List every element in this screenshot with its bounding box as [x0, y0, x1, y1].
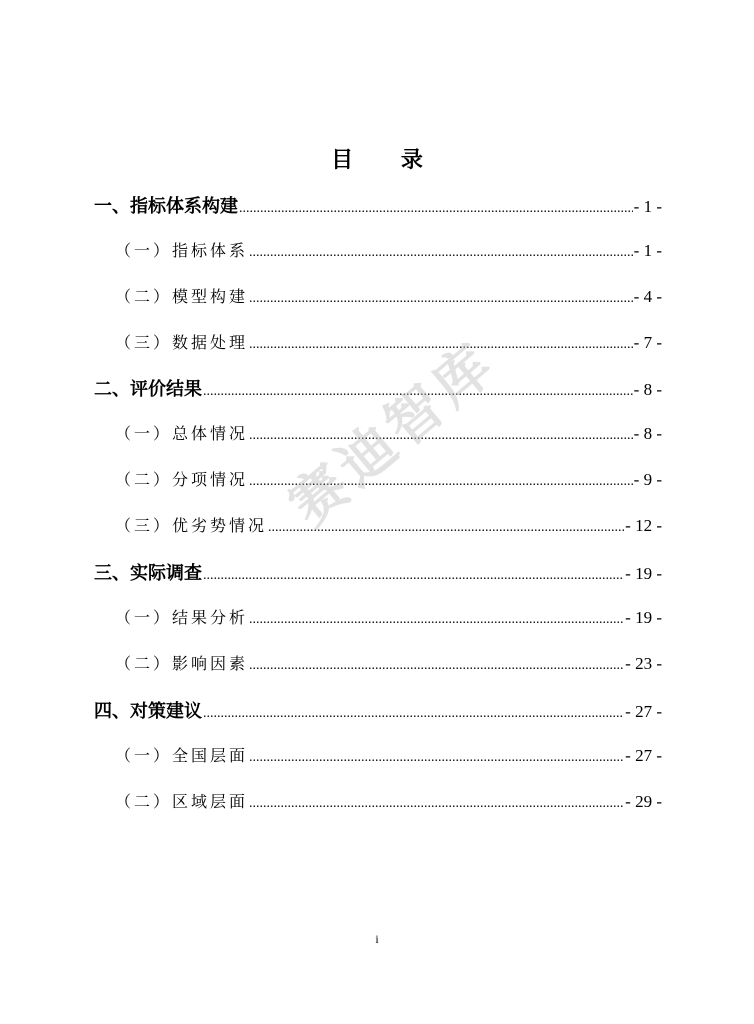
toc-page-number: - 23 - — [625, 654, 662, 673]
toc-entry-text: （一）指标体系 — [115, 241, 249, 260]
toc-entry-subsection-2-2[interactable] — [115, 467, 662, 491]
toc-page-number: - 27 - — [625, 702, 662, 721]
toc-entry-section-2[interactable] — [94, 375, 662, 399]
toc-entry-subsection-4-1[interactable] — [115, 743, 662, 767]
toc-page-number: - 29 - — [625, 792, 662, 811]
toc-page-number: - 1 - — [633, 197, 662, 216]
dot-leader — [249, 750, 624, 766]
dot-leader — [249, 245, 633, 261]
dot-leader — [203, 384, 633, 400]
toc-entry-subsection-3-2[interactable] — [115, 651, 662, 675]
toc-entry-subsection-1-3[interactable] — [115, 330, 662, 354]
toc-entry-section-3[interactable] — [94, 559, 662, 583]
toc-entry-text: （一）总体情况 — [115, 424, 249, 443]
dot-leader — [249, 337, 633, 353]
toc-entry-text: （三）数据处理 — [115, 333, 249, 352]
page-number: i — [375, 932, 379, 946]
toc-entry-subsection-2-3[interactable] — [115, 513, 662, 537]
dot-leader — [268, 520, 624, 536]
dot-leader — [249, 474, 633, 490]
toc-entry-subsection-1-2[interactable] — [115, 284, 662, 308]
toc-page-number: - 9 - — [633, 470, 662, 489]
toc-entry-subsection-1-1[interactable] — [115, 238, 662, 262]
dot-leader — [203, 706, 624, 722]
toc-entry-text: （二）模型构建 — [115, 287, 249, 306]
toc-entry-text: （二）影响因素 — [115, 654, 249, 673]
dot-leader — [249, 796, 624, 812]
toc-page-number: - 12 - — [625, 516, 662, 535]
toc-entry-text: （一）结果分析 — [115, 608, 249, 627]
toc-page-number: - 8 - — [633, 424, 662, 443]
toc-entry-text: （三）优劣势情况 — [115, 516, 268, 535]
toc-entry-subsection-2-1[interactable] — [115, 421, 662, 445]
watermark: 赛迪智库 — [277, 329, 510, 539]
toc-entry-text: 一、指标体系构建 — [94, 196, 238, 217]
toc-page-number: - 19 - — [625, 564, 662, 583]
dot-leader — [249, 612, 624, 628]
dot-leader — [249, 291, 633, 307]
dot-leader — [249, 658, 624, 674]
toc-title: 目 录 — [331, 148, 443, 173]
toc-page-number: - 1 - — [633, 241, 662, 260]
toc-entry-subsection-4-2[interactable] — [115, 789, 662, 813]
dot-leader — [249, 428, 633, 444]
toc-page-number: - 19 - — [625, 608, 662, 627]
toc-entry-section-4[interactable] — [94, 697, 662, 721]
toc-entry-text: （二）分项情况 — [115, 470, 249, 489]
toc-entry-text: 二、评价结果 — [94, 379, 202, 400]
toc-page-number: - 8 - — [633, 380, 662, 399]
toc-entry-text: 四、对策建议 — [94, 701, 202, 722]
toc-entry-text: （一）全国层面 — [115, 746, 249, 765]
toc-page-number: - 4 - — [633, 287, 662, 306]
toc-entry-text: （二）区域层面 — [115, 792, 249, 811]
toc-entry-subsection-3-1[interactable] — [115, 605, 662, 629]
dot-leader — [239, 201, 633, 217]
toc-page-number: - 27 - — [625, 746, 662, 765]
dot-leader — [203, 568, 624, 584]
toc-entry-text: 三、实际调查 — [94, 563, 202, 584]
toc-entry-section-1[interactable] — [94, 192, 662, 216]
toc-page-number: - 7 - — [633, 333, 662, 352]
